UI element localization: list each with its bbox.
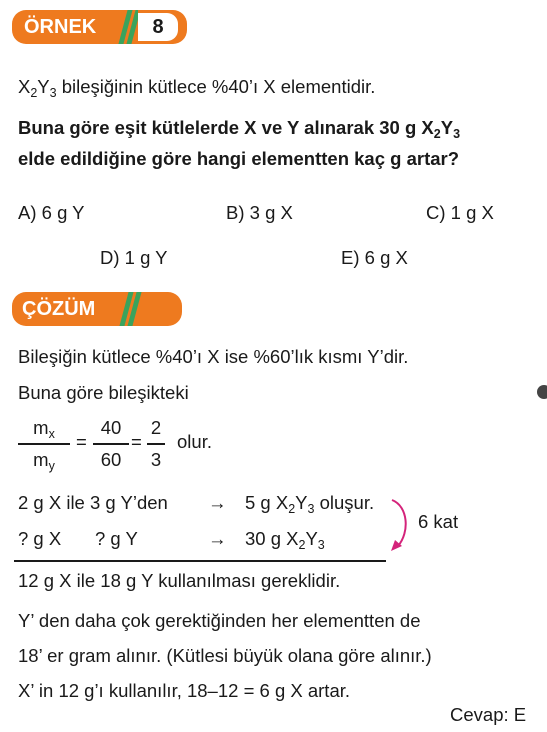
multiplier-label: 6 kat bbox=[418, 511, 459, 532]
solution-badge-label: ÇÖZÜM bbox=[22, 298, 96, 320]
option-b[interactable]: B) 3 g X bbox=[226, 202, 293, 223]
fraction-mx-my: $m_x$ $m_y$ bbox=[18, 417, 70, 471]
example-number-box bbox=[138, 10, 181, 44]
option-c[interactable]: C) 1 g X bbox=[426, 202, 494, 223]
option-d[interactable]: D) 1 g Y bbox=[100, 247, 168, 268]
solution-line-1: Bileşiğin kütlece %40’ı X ise %60’lık kısmı Y’dir. bbox=[18, 346, 409, 367]
question-line-2: Buna göre eşit kütlelerde X ve Y alınarak 30 g $X_2Y_3$ bbox=[18, 117, 461, 141]
arrow-icon: → bbox=[208, 492, 227, 513]
question-line-1: $X_2Y_3$ bileşiğinin kütlece %40’ı X elementidir. bbox=[18, 76, 376, 100]
example-number: 8 bbox=[152, 16, 164, 38]
solution-para-2: 18’ er gram alınır. (Kütlesi büyük olana göre alınır.) bbox=[18, 645, 432, 666]
reaction-row-2-x: ? g X bbox=[18, 528, 62, 549]
solution-para-1: Y’ den daha çok gerektiğinden her elementten de bbox=[18, 610, 421, 631]
edge-marker bbox=[537, 385, 547, 399]
answer-label: Cevap: E bbox=[450, 704, 527, 725]
equals-sign-1: = bbox=[76, 431, 87, 452]
option-e[interactable]: E) 6 g X bbox=[341, 247, 408, 268]
arrow-icon: → bbox=[208, 528, 227, 549]
reaction-row-1-right: 5 g $X_2Y_3$ oluşur. bbox=[245, 492, 375, 516]
curved-arrow-icon bbox=[388, 496, 418, 556]
solution-para-3: X’ in 12 g’ı kullanılır, 18–12 = 6 g X artar. bbox=[18, 680, 351, 701]
question-line-3: elde edildiğine göre hangi elementten kaç g artar? bbox=[18, 148, 460, 169]
fraction-2-3: 2 3 bbox=[147, 417, 165, 471]
example-badge-label: ÖRNEK bbox=[24, 16, 97, 38]
reaction-row-2-right: 30 g $X_2Y_3$ bbox=[245, 528, 325, 552]
reaction-row-2-y: ? g Y bbox=[95, 528, 138, 549]
fraction-suffix: olur. bbox=[177, 431, 212, 452]
option-a[interactable]: A) 6 g Y bbox=[18, 202, 85, 223]
solution-result-line: 12 g X ile 18 g Y kullanılması gereklidir. bbox=[18, 570, 341, 591]
solution-line-2: Buna göre bileşikteki bbox=[18, 382, 189, 403]
equals-sign-2: = bbox=[131, 431, 142, 452]
fraction-40-60: 40 60 bbox=[93, 417, 129, 471]
reaction-row-1-left: 2 g X ile 3 g Y’den bbox=[18, 492, 168, 513]
divider-line bbox=[14, 560, 386, 562]
